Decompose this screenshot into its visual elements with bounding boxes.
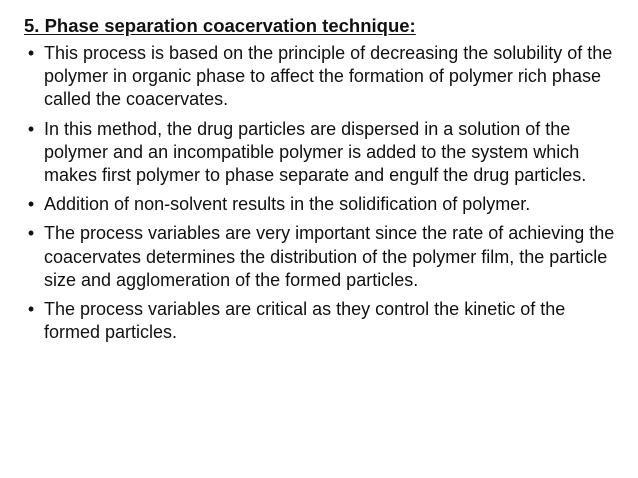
slide-heading: 5. Phase separation coacervation technique: bbox=[24, 15, 416, 36]
bullet-text: The process variables are critical as they control the kinetic of the formed particles. bbox=[44, 299, 566, 343]
bullet-item bbox=[24, 42, 624, 112]
bullet-text: In this method, the drug particles are dispersed in a solution of the polymer and an incompatible polymer is added to the system which makes first polymer to phase separate and engulf the drug particles. bbox=[44, 118, 587, 186]
bullet-text: The process variables are very important since the rate of achieving the coacervates determines the distribution of the polymer film, the particle size and agglomeration of the formed particles. bbox=[44, 223, 615, 290]
bullet-item bbox=[24, 222, 624, 292]
bullet-text: Addition of non-solvent results in the solidification of polymer. bbox=[44, 194, 531, 215]
bullet-item bbox=[24, 118, 624, 188]
bullet-item bbox=[24, 193, 624, 216]
bullet-list bbox=[24, 42, 624, 350]
bullet-dot-icon: • bbox=[27, 194, 35, 215]
bullet-dot-icon: • bbox=[27, 299, 35, 320]
bullet-dot-icon: • bbox=[27, 43, 35, 63]
bullet-item bbox=[24, 298, 624, 344]
bullet-dot-icon: • bbox=[27, 118, 35, 139]
bullet-text: This process is based on the principle of decreasing the solubility of the polymer in organic phase to affect the formation of polymer rich phase called the coacervates. bbox=[44, 43, 613, 110]
bullet-dot-icon: • bbox=[27, 223, 35, 244]
